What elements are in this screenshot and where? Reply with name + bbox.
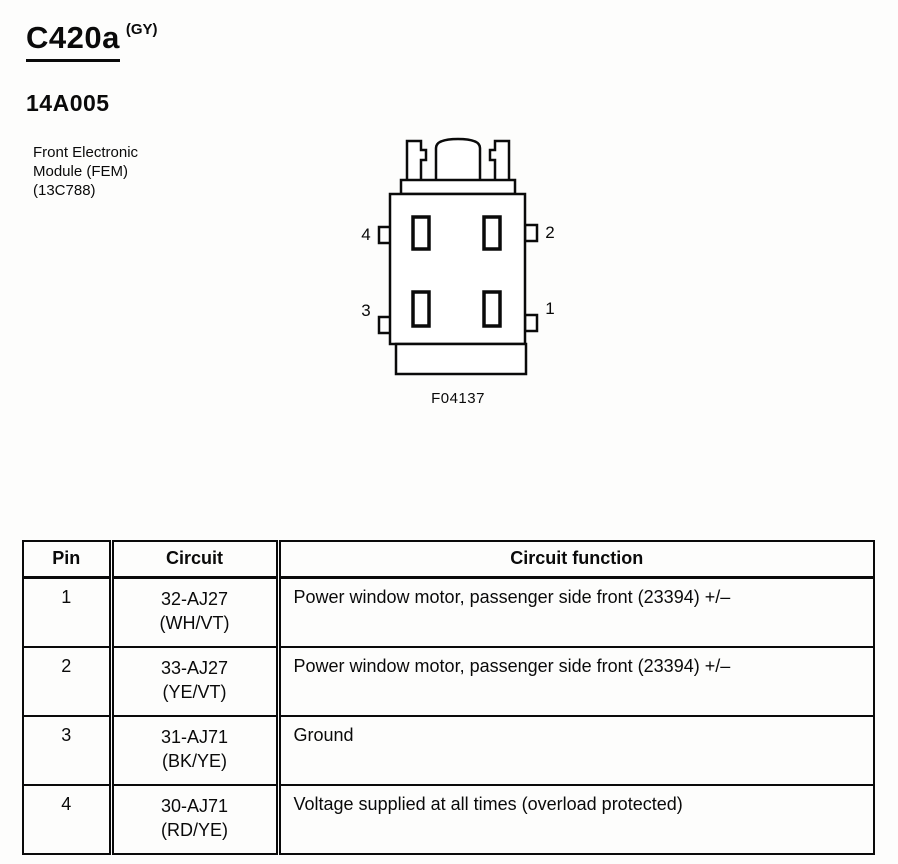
wire-color: (RD/YE)	[161, 820, 228, 840]
function-cell: Voltage supplied at all times (overload protected)	[278, 785, 874, 854]
figure-id: F04137	[431, 390, 485, 407]
table-row	[23, 647, 874, 716]
component-label-line: Module (FEM)	[33, 163, 129, 180]
function-cell: Power window motor, passenger side front (23394) +/–	[278, 578, 874, 648]
circuit-code: 32-AJ27	[160, 589, 229, 609]
connector-latch-tab	[490, 141, 509, 182]
table-header-circuit: Circuit	[111, 541, 278, 578]
pin-cell: 4	[23, 785, 111, 854]
pin-number-label: 2	[545, 223, 555, 242]
pin-slot-4	[413, 217, 429, 249]
table-row	[23, 578, 874, 648]
table-header-function: Circuit function	[278, 541, 874, 578]
table-row	[23, 785, 874, 854]
pin-slot-1	[484, 292, 500, 326]
pin-number-label: 1	[545, 299, 555, 318]
connector-top-step	[401, 180, 515, 194]
component-label	[33, 143, 138, 200]
connector-base	[396, 344, 526, 374]
connector-side-tab	[525, 315, 537, 331]
part-number: 14A005	[26, 90, 110, 116]
pin-cell: 2	[23, 647, 111, 716]
circuit-code: 33-AJ27	[160, 658, 229, 678]
pinout-table	[22, 540, 875, 855]
wire-color: (YE/VT)	[162, 682, 227, 702]
wire-color: (BK/YE)	[161, 751, 227, 771]
connector-side-tab	[525, 225, 537, 241]
circuit-cell	[111, 578, 278, 648]
component-label-line: (13C788)	[33, 182, 96, 199]
circuit-cell	[111, 716, 278, 785]
table-header-pin: Pin	[23, 541, 111, 578]
table-row	[23, 716, 874, 785]
component-label-line: Front Electronic	[33, 144, 139, 161]
page-title: C420a	[26, 20, 120, 62]
function-cell: Ground	[278, 716, 874, 785]
pin-slot-2	[484, 217, 500, 249]
connector-diagram	[352, 130, 564, 382]
connector-latch-tab	[407, 141, 426, 182]
wire-color: (WH/VT)	[159, 613, 230, 633]
connector-center-plug	[436, 139, 480, 182]
connector-body	[390, 194, 525, 344]
circuit-code: 31-AJ71	[160, 727, 229, 747]
pin-cell: 1	[23, 578, 111, 648]
pin-cell: 3	[23, 716, 111, 785]
pin-slot-3	[413, 292, 429, 326]
connector-drawing	[352, 130, 564, 382]
connector-color-note: (GY)	[125, 21, 158, 38]
circuit-code: 30-AJ71	[160, 796, 229, 816]
function-cell: Power window motor, passenger side front (23394) +/–	[278, 647, 874, 716]
pin-number-label: 3	[361, 301, 371, 320]
circuit-cell	[111, 785, 278, 854]
table-header-row	[23, 541, 874, 578]
title-block	[26, 20, 158, 62]
pin-number-label: 4	[361, 225, 371, 244]
circuit-cell	[111, 647, 278, 716]
